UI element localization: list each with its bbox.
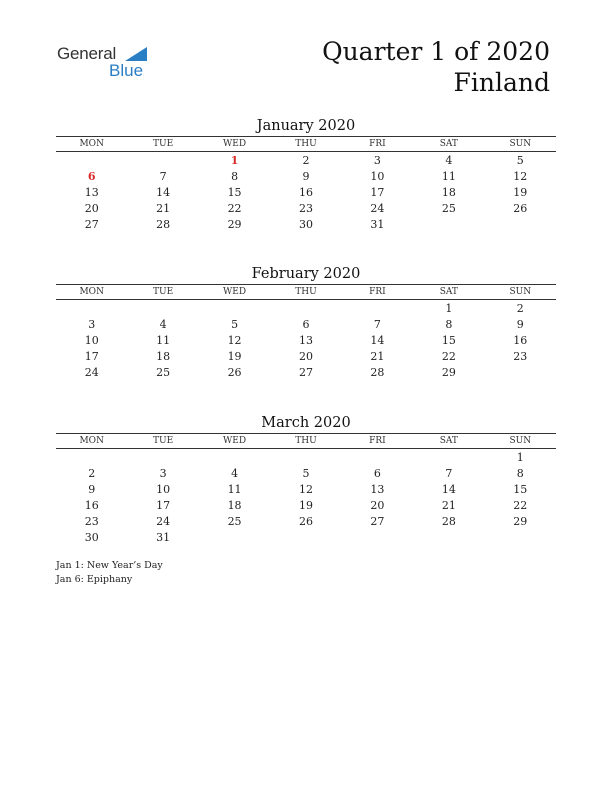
day-cell: 17 [156, 499, 171, 512]
empty-day-cell [485, 217, 556, 233]
weekday-label: WED [223, 436, 247, 446]
header-rule-bottom [56, 299, 556, 300]
weekday-label: FRI [369, 436, 386, 446]
day-cell: 26 [298, 515, 313, 528]
weekday-label: FRI [369, 139, 386, 149]
day-cell: 12 [513, 170, 528, 183]
day-cell: 30 [84, 531, 99, 544]
day-cell: 28 [156, 218, 171, 231]
day-grid [56, 153, 556, 233]
day-cell: 14 [156, 186, 171, 199]
day-cell: 18 [156, 350, 171, 363]
day-cell: 18 [441, 186, 456, 199]
day-cell: 28 [370, 366, 385, 379]
day-cell: 17 [84, 350, 99, 363]
page-title [322, 36, 550, 98]
day-grid [56, 301, 556, 381]
day-cell: 9 [516, 318, 524, 331]
logo-blue-text: Blue [109, 61, 144, 80]
generalblue-logo [57, 44, 167, 84]
day-cell: 29 [227, 218, 242, 231]
day-cell: 7 [373, 318, 381, 331]
day-cell: 31 [370, 218, 385, 231]
day-cell: 25 [441, 202, 456, 215]
weekday-label: SUN [509, 139, 532, 149]
day-cell: 13 [370, 483, 385, 496]
day-cell: 25 [156, 366, 171, 379]
month-march [56, 413, 556, 546]
day-cell: 10 [370, 170, 385, 183]
day-cell: 22 [227, 202, 242, 215]
day-cell: 12 [227, 334, 242, 347]
empty-day-cell [199, 530, 270, 546]
weekday-label: TUE [153, 287, 174, 297]
day-cell: 22 [441, 350, 456, 363]
header-rule-bottom [56, 448, 556, 449]
day-cell: 5 [302, 467, 310, 480]
day-cell: 7 [159, 170, 167, 183]
day-cell: 18 [227, 499, 242, 512]
day-cell: 19 [298, 499, 313, 512]
holiday-note: Jan 6: Epiphany [56, 574, 133, 585]
empty-day-cell [270, 530, 341, 546]
empty-day-cell [485, 365, 556, 381]
empty-day-cell [270, 301, 341, 317]
weekday-header [56, 434, 556, 448]
weekday-label: FRI [369, 287, 386, 297]
month-february [56, 264, 556, 381]
empty-day-cell [413, 530, 484, 546]
day-cell: 8 [445, 318, 453, 331]
weekday-label: TUE [153, 139, 174, 149]
holiday-note: Jan 1: New Year’s Day [56, 560, 163, 571]
empty-day-cell [199, 450, 270, 466]
day-cell: 21 [370, 350, 385, 363]
day-cell: 4 [445, 154, 453, 167]
day-cell: 15 [441, 334, 456, 347]
empty-day-cell [342, 301, 413, 317]
day-cell: 3 [373, 154, 381, 167]
day-cell: 23 [84, 515, 99, 528]
weekday-label: TUE [153, 436, 174, 446]
day-cell: 9 [302, 170, 310, 183]
day-cell: 20 [298, 350, 313, 363]
header-rule-bottom [56, 151, 556, 152]
weekday-label: WED [223, 139, 247, 149]
weekday-label: MON [79, 287, 104, 297]
day-cell: 13 [298, 334, 313, 347]
day-cell: 26 [227, 366, 242, 379]
day-cell: 12 [298, 483, 313, 496]
day-cell: 20 [84, 202, 99, 215]
day-cell: 24 [156, 515, 171, 528]
empty-day-cell [56, 153, 127, 169]
day-cell: 27 [370, 515, 385, 528]
day-cell: 14 [370, 334, 385, 347]
logo-triangle-icon [125, 47, 147, 61]
day-cell: 29 [513, 515, 528, 528]
day-cell: 19 [227, 350, 242, 363]
day-grid [56, 450, 556, 546]
day-cell: 14 [441, 483, 456, 496]
day-cell: 24 [370, 202, 385, 215]
day-cell: 16 [513, 334, 528, 347]
weekday-label: THU [295, 287, 317, 297]
month-january [56, 116, 556, 233]
day-cell: 25 [227, 515, 242, 528]
day-cell: 21 [156, 202, 171, 215]
empty-day-cell [413, 217, 484, 233]
day-cell: 6 [373, 467, 381, 480]
day-cell: 13 [84, 186, 99, 199]
day-cell: 11 [441, 170, 456, 183]
holiday-notes [56, 559, 163, 587]
day-cell: 10 [156, 483, 171, 496]
day-cell: 1 [516, 451, 524, 464]
day-cell: 22 [513, 499, 528, 512]
month-title: January 2020 [256, 118, 356, 134]
day-cell: 11 [227, 483, 242, 496]
empty-day-cell [342, 450, 413, 466]
day-cell: 5 [231, 318, 239, 331]
weekday-header [56, 137, 556, 151]
empty-day-cell [413, 450, 484, 466]
day-cell: 3 [159, 467, 167, 480]
weekday-label: SAT [439, 287, 458, 297]
day-cell: 1 [445, 302, 453, 315]
month-title: March 2020 [261, 415, 351, 431]
logo-general-text: General [57, 44, 117, 63]
day-cell: 17 [370, 186, 385, 199]
month-title: February 2020 [251, 266, 361, 282]
empty-day-cell [127, 153, 198, 169]
day-cell: 23 [513, 350, 528, 363]
weekday-label: SUN [509, 436, 532, 446]
weekday-label: MON [79, 436, 104, 446]
day-cell: 24 [84, 366, 99, 379]
empty-day-cell [342, 530, 413, 546]
weekday-label: THU [295, 139, 317, 149]
weekday-label: WED [223, 287, 247, 297]
holiday-day-cell: 6 [87, 170, 96, 183]
day-cell: 27 [298, 366, 313, 379]
day-cell: 19 [513, 186, 528, 199]
day-cell: 20 [370, 499, 385, 512]
day-cell: 2 [516, 302, 524, 315]
day-cell: 8 [231, 170, 239, 183]
weekday-header [56, 285, 556, 299]
day-cell: 23 [298, 202, 313, 215]
day-cell: 9 [88, 483, 96, 496]
empty-day-cell [56, 301, 127, 317]
day-cell: 4 [231, 467, 239, 480]
day-cell: 30 [298, 218, 313, 231]
weekday-label: MON [79, 139, 104, 149]
day-cell: 8 [516, 467, 524, 480]
day-cell: 26 [513, 202, 528, 215]
day-cell: 29 [441, 366, 456, 379]
empty-day-cell [199, 301, 270, 317]
title-quarter: Quarter 1 of 2020 [322, 37, 550, 66]
day-cell: 4 [159, 318, 167, 331]
day-cell: 10 [84, 334, 99, 347]
day-cell: 15 [227, 186, 242, 199]
weekday-label: THU [295, 436, 317, 446]
day-cell: 31 [156, 531, 171, 544]
day-cell: 21 [441, 499, 456, 512]
empty-day-cell [485, 530, 556, 546]
day-cell: 27 [84, 218, 99, 231]
empty-day-cell [270, 450, 341, 466]
day-cell: 2 [88, 467, 96, 480]
weekday-label: SAT [439, 436, 458, 446]
day-cell: 2 [302, 154, 310, 167]
empty-day-cell [56, 450, 127, 466]
empty-day-cell [127, 450, 198, 466]
weekday-label: SUN [509, 287, 532, 297]
day-cell: 6 [302, 318, 310, 331]
holiday-day-cell: 1 [230, 154, 239, 167]
day-cell: 11 [156, 334, 171, 347]
day-cell: 3 [88, 318, 96, 331]
title-country: Finland [453, 68, 550, 97]
weekday-label: SAT [439, 139, 458, 149]
empty-day-cell [127, 301, 198, 317]
day-cell: 15 [513, 483, 528, 496]
day-cell: 16 [84, 499, 99, 512]
day-cell: 7 [445, 467, 453, 480]
day-cell: 28 [441, 515, 456, 528]
day-cell: 16 [298, 186, 313, 199]
day-cell: 5 [516, 154, 524, 167]
